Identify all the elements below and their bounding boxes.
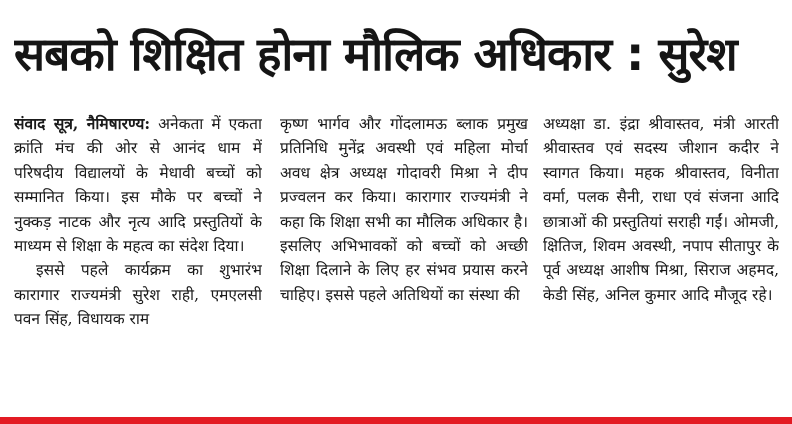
article-column-1 xyxy=(14,112,262,402)
bottom-red-rule xyxy=(0,417,792,424)
column-3-text: अध्यक्षा डा. इंद्रा श्रीवास्तव, मंत्री आरती श्रीवास्तव एवं सदस्य जीशान कदीर ने स्वागत किया। महक श्रीवास्तव, विनीता वर्मा, पलक सैनी, राधा एवं संजना आदि छात्राओं की प्रस्तुतियां सराही गईं। ओमजी, क्षितिज, शिवम अवस्थी, नपाप सीतापुर के पूर्व अध्यक्ष आशीष मिश्रा, सिराज अहमद, केडी सिंह, अनिल कुमार आदि मौजूद रहे। xyxy=(543,115,779,304)
column-2-text: कृष्ण भार्गव और गोंदलामऊ ब्लाक प्रमुख प्रतिनिधि मुनेंद्र अवस्थी एवं महिला मोर्चा अवध क्षेत्र अध्यक्ष गोदावरी मिश्रा ने दीप प्रज्वलन कर किया। कारागार राज्यमंत्री ने कहा कि शिक्षा सभी का मौलिक अधिकार है। इसलिए अभिभावकों को बच्चों को अच्छी शिक्षा दिलाने के लिए हर संभव प्रयास करने चाहिए। इससे पहले अतिथियों का संस्था की xyxy=(280,115,528,304)
headline: सबको शिक्षित होना मौलिक अधिकार : सुरेश xyxy=(14,27,737,81)
paragraph-1 xyxy=(14,112,262,258)
article-column-2 xyxy=(280,112,528,402)
paragraph-2: इससे पहले कार्यक्रम का शुभारंभ कारागार राज्यमंत्री सुरेश राही, एमएलसी पवन सिंह, विधायक राम xyxy=(14,261,262,329)
dateline: संवाद सूत्र, नैमिषारण्य: xyxy=(14,114,151,133)
article-column-3 xyxy=(543,112,779,402)
paragraph-1-text: अनेकता में एकता क्रांति मंच की ओर से आनंद धाम में परिषदीय विद्यालयों के मेधावी बच्चों को सम्मानित किया। इस मौके पर बच्चों ने नुक्कड़ नाटक और नृत्य आदि प्रस्तुतियों के माध्यम से शिक्षा के महत्व का संदेश दिया। xyxy=(14,115,262,256)
